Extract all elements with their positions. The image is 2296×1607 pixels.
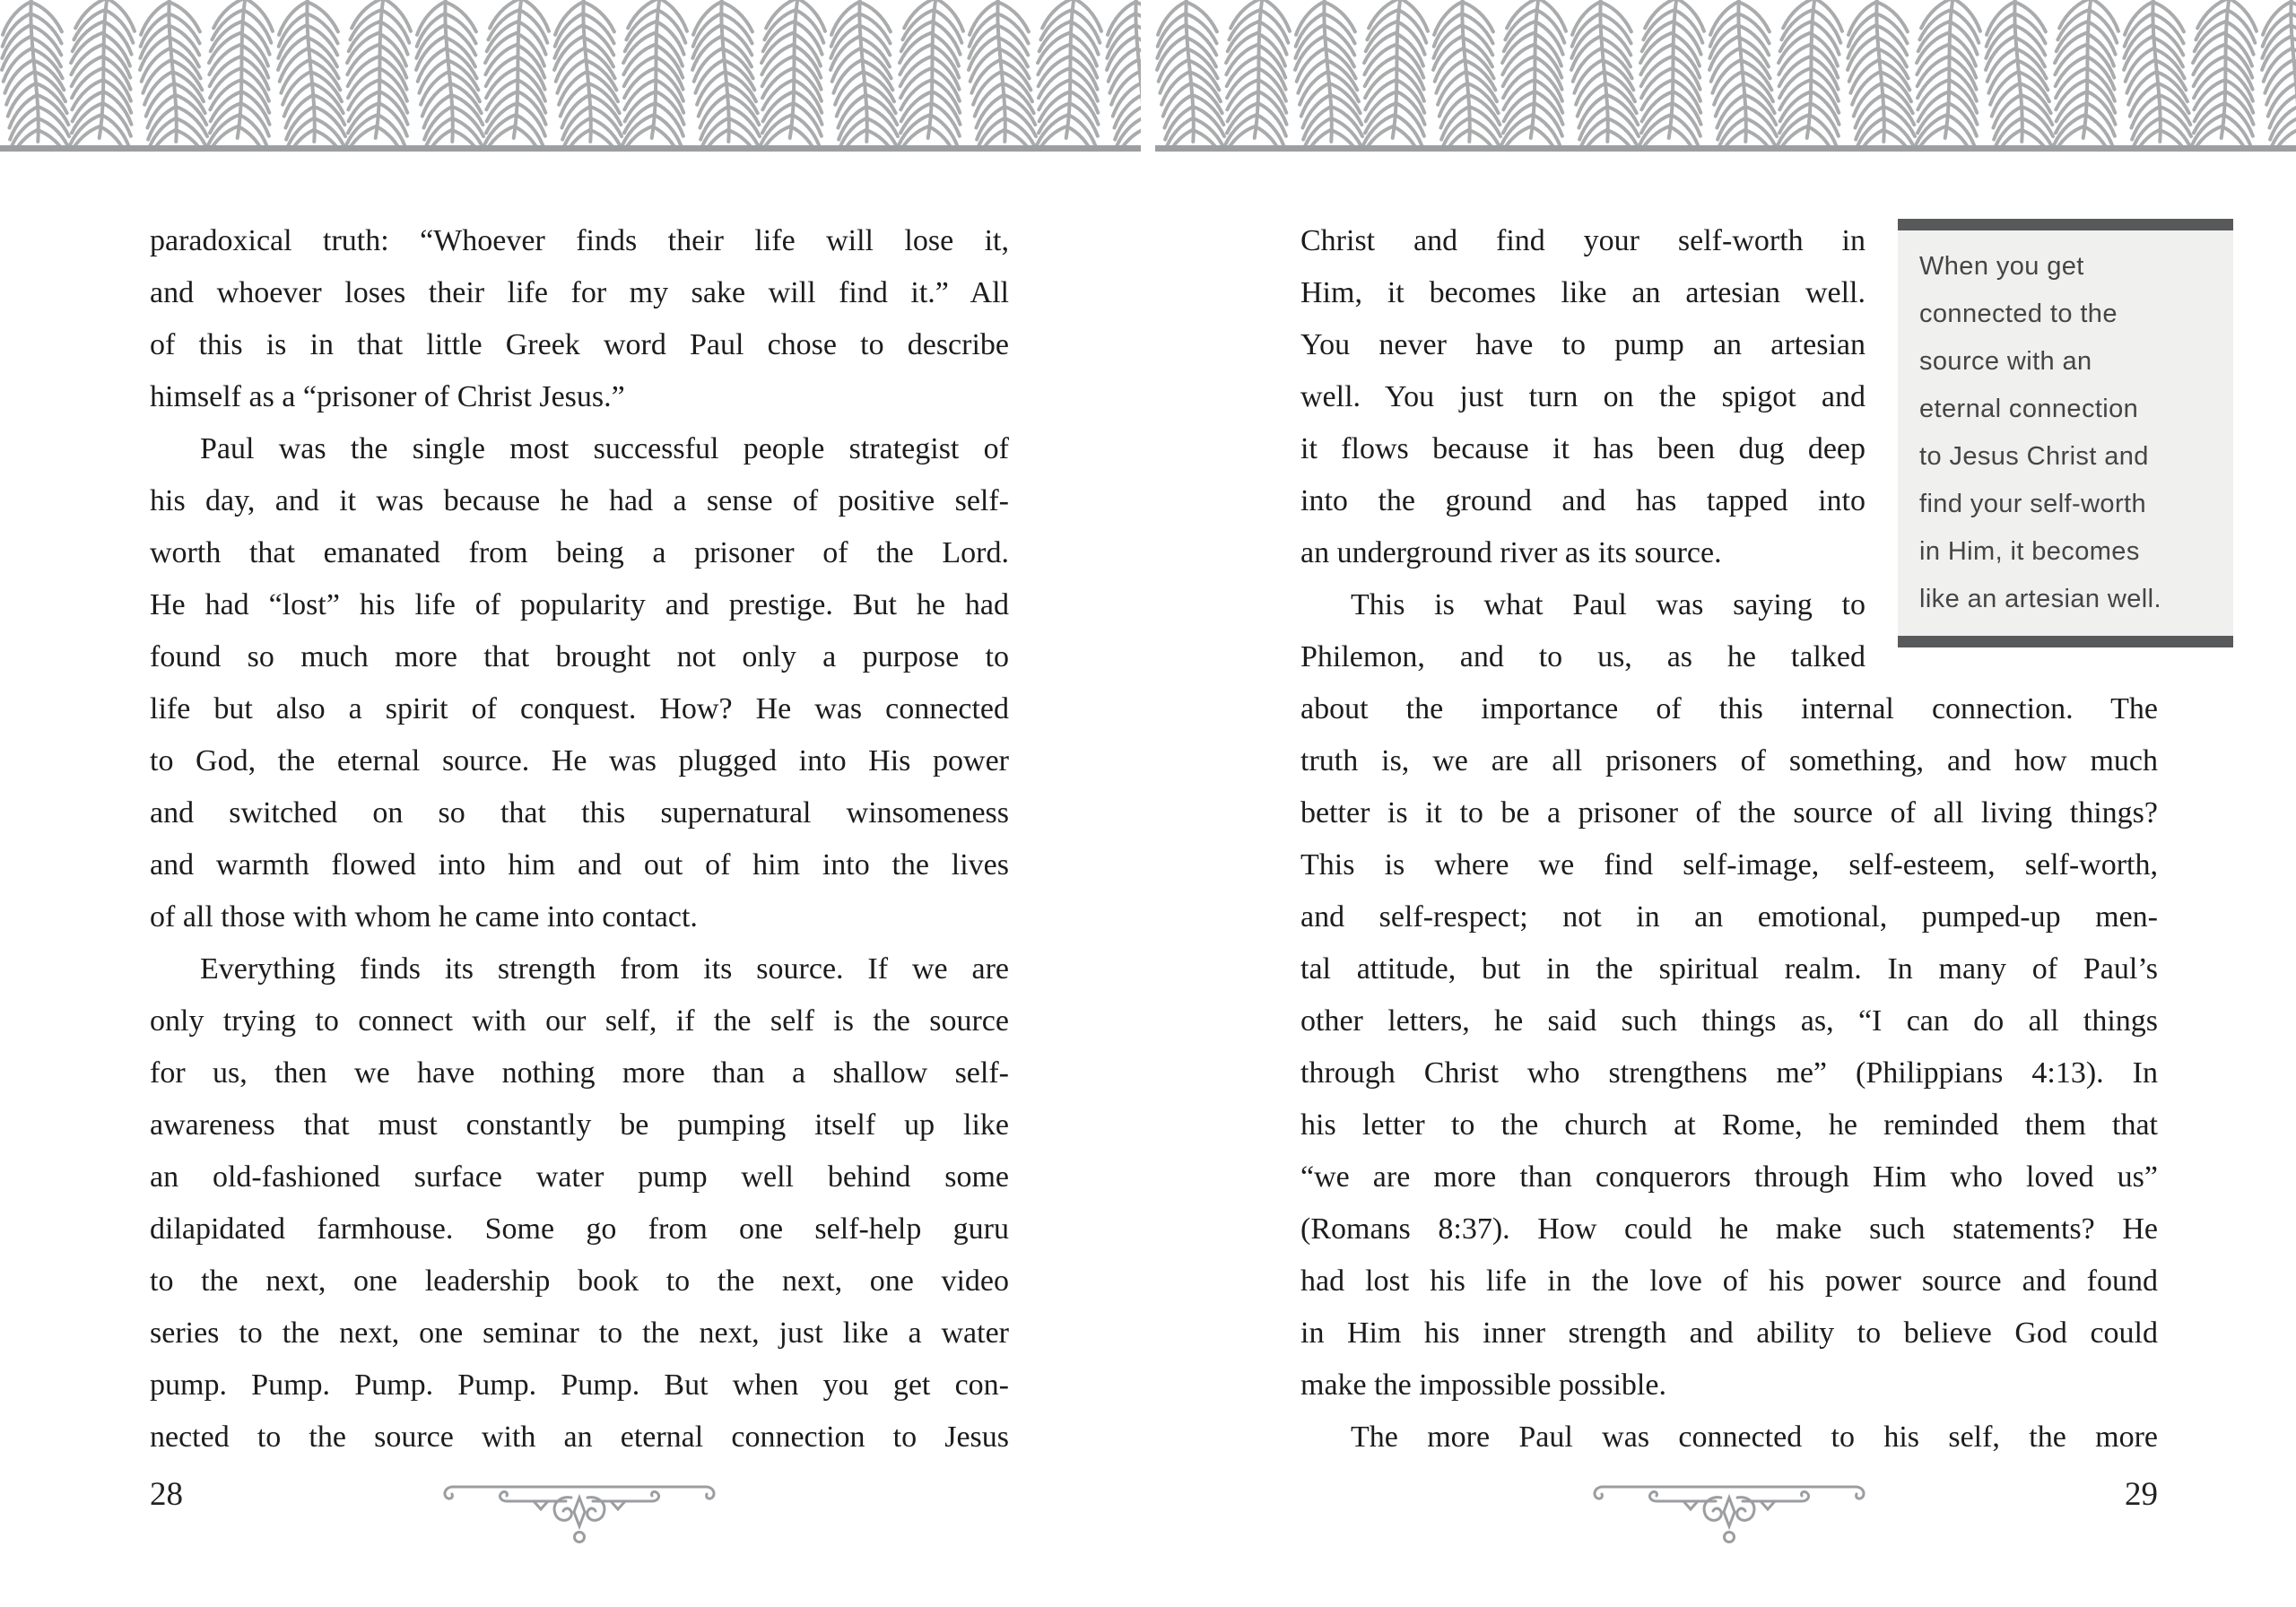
text-line: Him, it becomes like an artesian well. (1300, 276, 1866, 309)
text-line: only trying to connect with our self, if the self is the source (150, 1004, 1009, 1038)
leaf-pattern-banner-right (1155, 0, 2296, 152)
text-line: to God, the eternal source. He was plugged into His power (150, 744, 1009, 777)
paragraph (150, 215, 1009, 423)
text-line: it flows because it has been dug deep (1300, 432, 1866, 465)
text-line: an underground river as its source. (1300, 536, 1722, 569)
text-line: The more Paul was connected to his self, the more (1351, 1420, 2158, 1454)
pull-quote-line: in Him, it becomes (1919, 537, 2140, 566)
text-line: well. You just turn on the spigot and (1300, 380, 1866, 413)
text-line: worth that emanated from being a prisoner of the Lord. (150, 536, 1009, 569)
text-line: and warmth flowed into him and out of him into the lives (150, 848, 1009, 882)
text-line: awareness that must constantly be pumping itself up like (150, 1108, 1009, 1142)
text-line: Everything finds its strength from its source. If we are (200, 952, 1009, 986)
text-line: in Him his inner strength and ability to believe God could (1300, 1316, 2158, 1350)
page-number-right: 29 (2125, 1476, 2158, 1513)
text-line: about the importance of this internal connection. The (1300, 692, 2158, 725)
text-line: to the next, one leadership book to the next, one video (150, 1264, 1009, 1298)
text-line: paradoxical truth: “Whoever finds their life will lose it, (150, 224, 1009, 257)
pull-quote-line: connected to the (1919, 300, 2118, 328)
text-line: nected to the source with an eternal connection to Jesus (150, 1420, 1009, 1454)
text-line: You never have to pump an artesian (1300, 328, 1866, 361)
text-line: series to the next, one seminar to the next, just like a water (150, 1316, 1009, 1350)
ornament-divider-left (440, 1478, 718, 1548)
text-line: Christ and find your self-worth in (1300, 224, 1866, 257)
text-line: (Romans 8:37). How could he make such statements? He (1300, 1212, 2158, 1246)
pull-quote-line: to Jesus Christ and (1919, 442, 2149, 471)
text-line: Paul was the single most successful people strategist of (200, 432, 1009, 465)
pull-quote-line: like an artesian well. (1919, 585, 2161, 613)
text-line: into the ground and has tapped into (1300, 484, 1866, 517)
fern-leaf-pattern (0, 0, 1141, 145)
text-line: and self-respect; not in an emotional, pumped-up men- (1300, 900, 2158, 934)
paragraph (1300, 579, 2158, 1412)
pull-quote-line: source with an (1919, 347, 2092, 376)
text-line: He had “lost” his life of popularity and prestige. But he had (150, 588, 1009, 621)
text-line: had lost his life in the love of his power source and found (1300, 1264, 2158, 1298)
text-line: dilapidated farmhouse. Some go from one self-help guru (150, 1212, 1009, 1246)
banner-rule (0, 145, 1141, 152)
text-line: tal attitude, but in the spiritual realm. In many of Paul’s (1300, 952, 2158, 986)
leaf-pattern-banner-left (0, 0, 1141, 152)
text-line: Philemon, and to us, as he talked (1300, 640, 1866, 673)
ornament-divider-right (1590, 1478, 1868, 1548)
text-line: This is what Paul was saying to (1351, 588, 1866, 621)
text-line: make the impossible possible. (1300, 1368, 1666, 1402)
text-line: found so much more that brought not only a purpose to (150, 640, 1009, 673)
text-line: an old-fashioned surface water pump well behind some (150, 1160, 1009, 1194)
text-line: better is it to be a prisoner of the source of all living things? (1300, 796, 2158, 830)
banner-rule (1155, 145, 2296, 152)
pull-quote-line: eternal connection (1919, 395, 2139, 423)
pull-quote-box (1898, 219, 2233, 647)
text-line: through Christ who strengthens me” (Philippians 4:13). In (1300, 1056, 2158, 1090)
text-line: and switched on so that this supernatural winsomeness (150, 796, 1009, 830)
text-line: truth is, we are all prisoners of something, and how much (1300, 744, 2158, 777)
text-line: other letters, he said such things as, “I can do all things (1300, 1004, 2158, 1038)
text-line: pump. Pump. Pump. Pump. Pump. But when you get con- (150, 1368, 1009, 1402)
text-line: This is where we find self-image, self-esteem, self-worth, (1300, 848, 2158, 882)
text-line: his letter to the church at Rome, he reminded them that (1300, 1108, 2158, 1142)
text-line: of this is in that little Greek word Paul chose to describe (150, 328, 1009, 361)
text-line: his day, and it was because he had a sense of positive self- (150, 484, 1009, 517)
paragraph (1300, 1412, 2158, 1464)
paragraph (150, 423, 1009, 943)
fern-leaf-pattern (1155, 0, 2296, 145)
text-line: himself as a “prisoner of Christ Jesus.” (150, 380, 625, 413)
page-number-left: 28 (150, 1476, 183, 1513)
text-line: and whoever loses their life for my sake will find it.” All (150, 276, 1009, 309)
pull-quote-line: When you get (1919, 252, 2084, 281)
pull-quote-line: find your self-worth (1919, 490, 2146, 518)
text-line: for us, then we have nothing more than a shallow self- (150, 1056, 1009, 1090)
text-line: “we are more than conquerors through Him who loved us” (1300, 1160, 2158, 1194)
left-page-text (150, 215, 1009, 1464)
text-line: of all those with whom he came into contact. (150, 900, 698, 934)
paragraph (150, 943, 1009, 1464)
right-page-text (1300, 215, 2161, 1464)
text-line: life but also a spirit of conquest. How? He was connected (150, 692, 1009, 725)
